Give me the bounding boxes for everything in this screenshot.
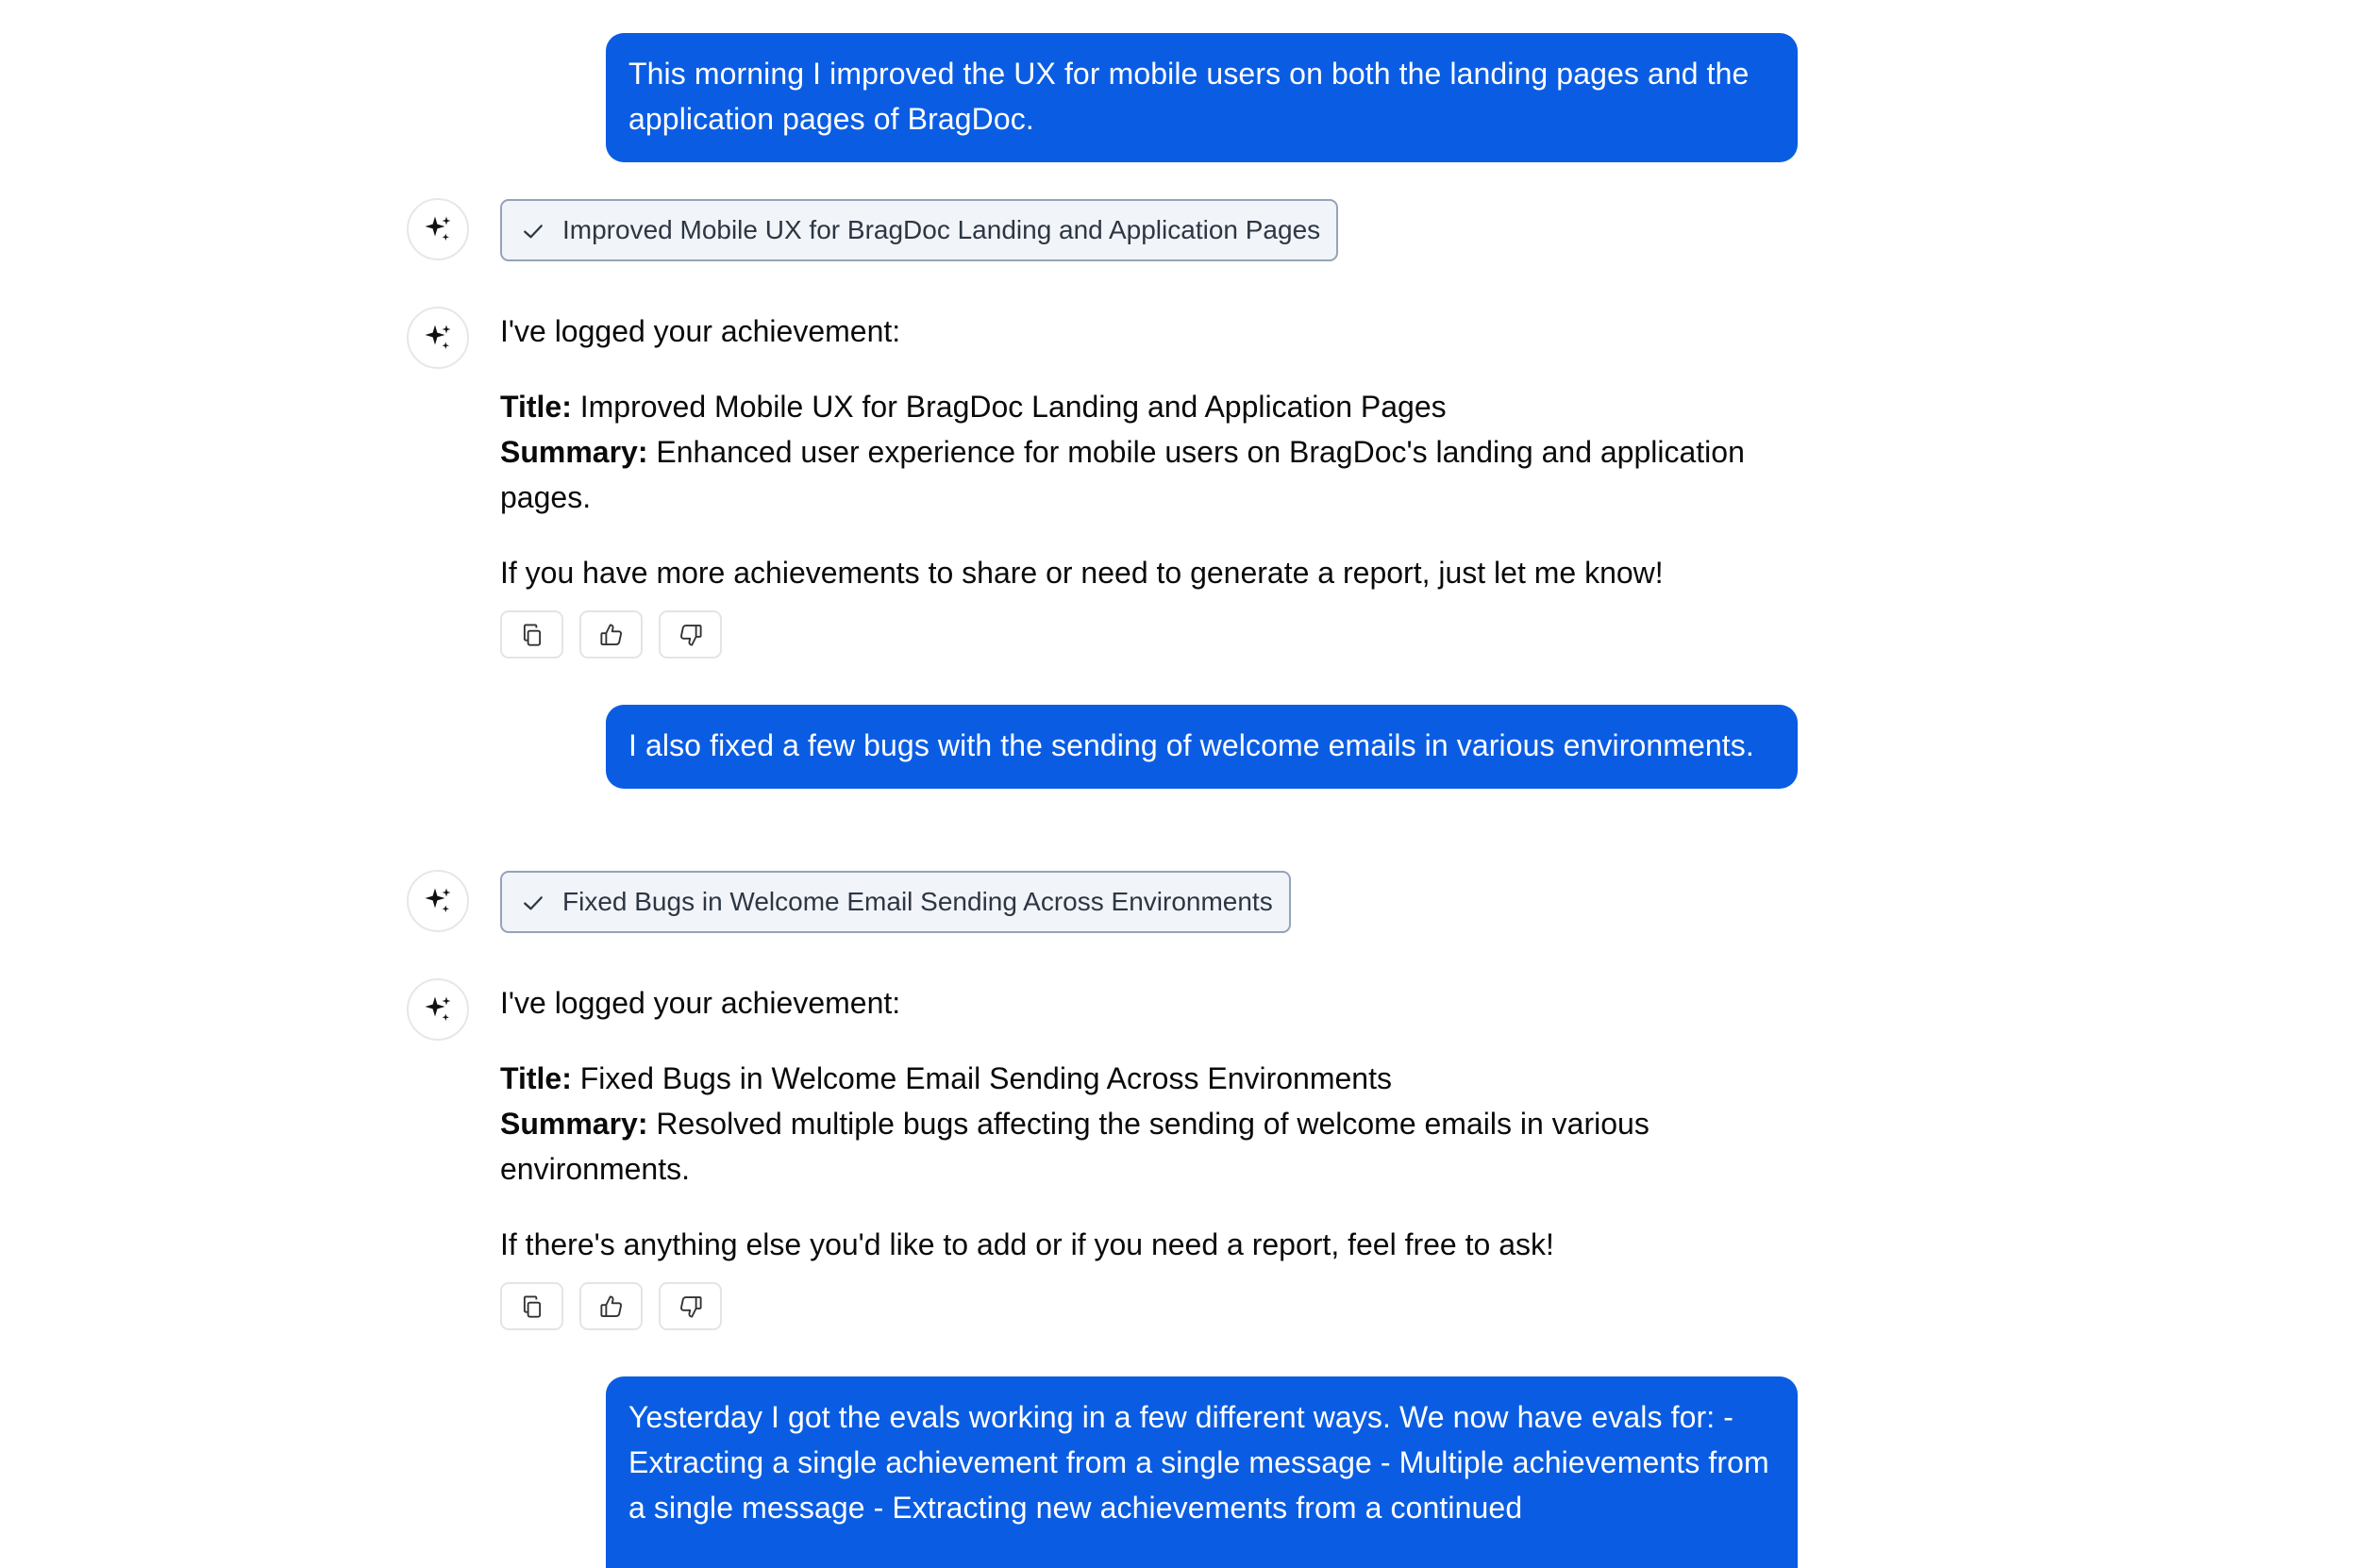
summary-label: Summary: bbox=[500, 435, 648, 469]
user-message bbox=[606, 33, 1798, 162]
message-actions bbox=[500, 1282, 722, 1330]
assistant-avatar bbox=[407, 198, 469, 260]
check-icon bbox=[519, 217, 547, 245]
sparkles-icon bbox=[421, 993, 455, 1026]
tool-result-label: Fixed Bugs in Welcome Email Sending Across Environments bbox=[562, 887, 1273, 916]
achievement-title-line bbox=[500, 1056, 1802, 1101]
user-message bbox=[606, 705, 1798, 789]
sparkles-icon bbox=[421, 212, 455, 246]
assistant-avatar bbox=[407, 870, 469, 932]
upvote-button[interactable] bbox=[579, 1282, 643, 1330]
user-message-text: This morning I improved the UX for mobile users on both the landing pages and the application pages of BragDoc. bbox=[628, 57, 1750, 136]
title-label: Title: bbox=[500, 1061, 572, 1095]
downvote-button[interactable] bbox=[659, 610, 722, 659]
copy-icon bbox=[518, 621, 546, 649]
user-message bbox=[606, 1376, 1798, 1568]
sparkles-icon bbox=[421, 884, 455, 918]
message-actions bbox=[500, 610, 722, 659]
assistant-intro: I've logged your achievement: bbox=[500, 986, 901, 1020]
title-label: Title: bbox=[500, 390, 572, 424]
tool-result-label: Improved Mobile UX for BragDoc Landing and Application Pages bbox=[562, 215, 1321, 244]
copy-button[interactable] bbox=[500, 610, 563, 659]
achievement-summary-line bbox=[500, 1101, 1802, 1192]
thumbs-down-icon bbox=[677, 1293, 705, 1321]
assistant-avatar bbox=[407, 978, 469, 1041]
achievement-title-line bbox=[500, 384, 1802, 429]
achievement-summary-line bbox=[500, 429, 1802, 520]
tool-result-chip[interactable] bbox=[500, 871, 1291, 933]
summary-value: Resolved multiple bugs affecting the sending of welcome emails in various environments. bbox=[500, 1107, 1650, 1186]
tool-result-chip[interactable] bbox=[500, 199, 1338, 261]
user-message-text: I also fixed a few bugs with the sending of welcome emails in various environments. bbox=[628, 728, 1754, 762]
assistant-closing: If you have more achievements to share or need to generate a report, just let me know! bbox=[500, 556, 1664, 590]
copy-button[interactable] bbox=[500, 1282, 563, 1330]
summary-label: Summary: bbox=[500, 1107, 648, 1141]
upvote-button[interactable] bbox=[579, 610, 643, 659]
sparkles-icon bbox=[421, 321, 455, 355]
title-value: Improved Mobile UX for BragDoc Landing and Application Pages bbox=[571, 390, 1447, 424]
copy-icon bbox=[518, 1293, 546, 1321]
assistant-intro: I've logged your achievement: bbox=[500, 314, 901, 348]
title-value: Fixed Bugs in Welcome Email Sending Across Environments bbox=[571, 1061, 1392, 1095]
thumbs-up-icon bbox=[597, 1293, 626, 1321]
assistant-message bbox=[500, 309, 1802, 595]
assistant-avatar bbox=[407, 307, 469, 369]
assistant-closing: If there's anything else you'd like to add or if you need a report, feel free to ask! bbox=[500, 1227, 1554, 1261]
thumbs-up-icon bbox=[597, 621, 626, 649]
summary-value: Enhanced user experience for mobile users on BragDoc's landing and application pages. bbox=[500, 435, 1745, 514]
thumbs-down-icon bbox=[677, 621, 705, 649]
assistant-message bbox=[500, 980, 1802, 1267]
check-icon bbox=[519, 889, 547, 917]
downvote-button[interactable] bbox=[659, 1282, 722, 1330]
user-message-text: Yesterday I got the evals working in a few different ways. We now have evals for: - Extracting a single achievement from a single message - Multiple achievements from a single message - Extracting new achievements from a continued bbox=[628, 1400, 1769, 1525]
